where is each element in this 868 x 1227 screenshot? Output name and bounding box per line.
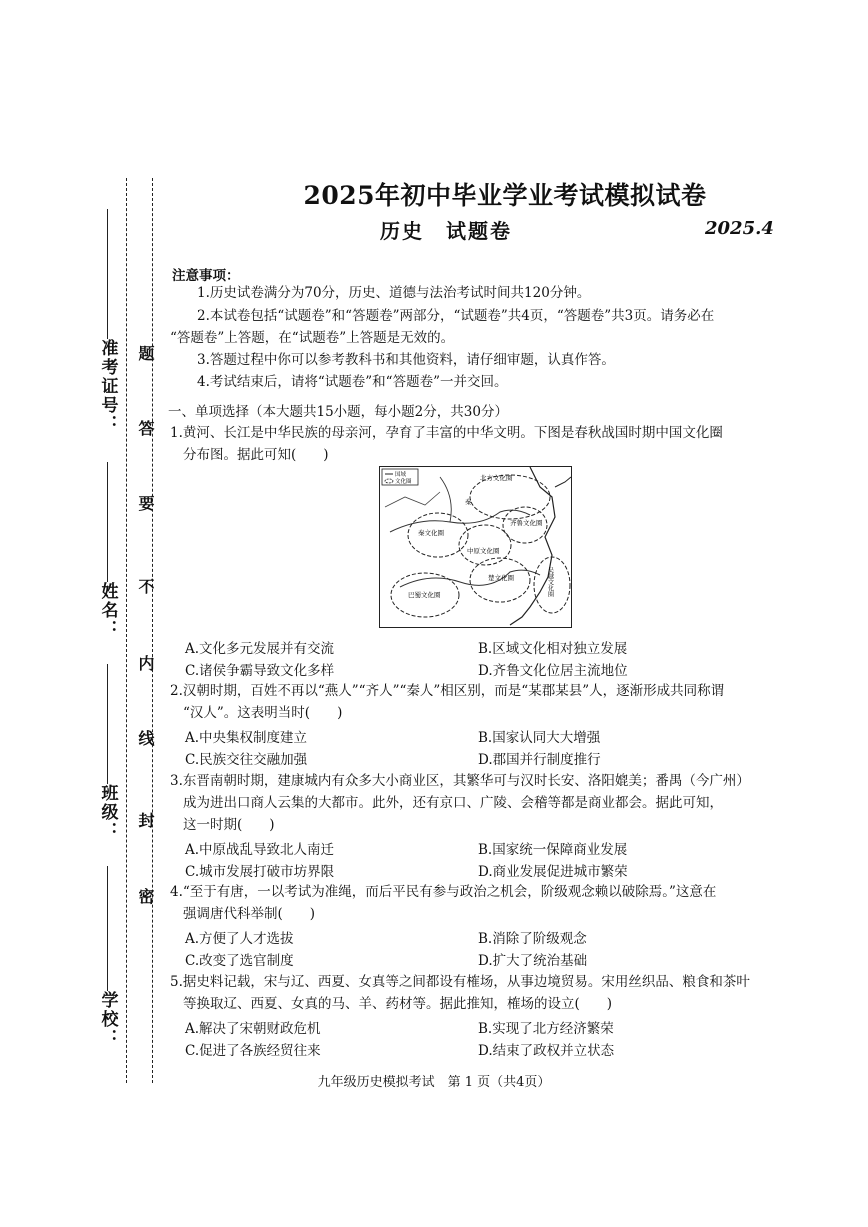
seal-char: 答 [136, 420, 155, 436]
name-blank[interactable] [107, 462, 109, 582]
question-2-line: “汉人”。这表明当时( ) [183, 705, 343, 721]
question-5-option[interactable]: B.实现了北方经济繁荣 [478, 1021, 614, 1037]
map-region-label: 秦文化圈 [418, 529, 444, 537]
notice-item: 1.历史试卷满分为70分，历史、道德与法治考试时间共120分钟。 [197, 285, 591, 301]
question-5-line: 5.据史料记载，宋与辽、西夏、女真等之间都设有榷场，从事边境贸易。宋用丝织品、粮食和茶叶 [170, 974, 750, 990]
class-label: 班级： [97, 784, 118, 841]
question-3-line: 成为进出口商人云集的大都市。此外，还有京口、广陵、会稽等都是商业都会。据此可知， [183, 795, 723, 811]
notice-heading: 注意事项： [172, 268, 240, 284]
seal-char: 线 [136, 730, 155, 746]
section-heading: 一、单项选择（本大题共15小题，每小题2分，共30分） [168, 404, 508, 420]
map-region-label: 吴越文化圈 [546, 567, 554, 597]
question-1-option[interactable]: D.齐鲁文化位居主流地位 [478, 663, 628, 679]
question-2-line: 2.汉朝时期，百姓不再以“燕人”“齐人”“秦人”相区别，而是“某郡某县”人，逐渐形成共同称谓 [170, 683, 725, 699]
map-region-label: 中原文化圈 [467, 547, 500, 555]
question-3-option[interactable]: C.城市发展打破市坊界限 [185, 864, 335, 880]
seal-char: 要 [136, 495, 155, 511]
name-label: 姓名： [97, 582, 118, 639]
question-4-option[interactable]: A.方便了人才选拔 [185, 931, 294, 947]
question-5-option[interactable]: D.结束了政权并立状态 [478, 1043, 615, 1059]
question-5-option[interactable]: A.解决了宋朝财政危机 [185, 1021, 321, 1037]
map-legend-label: 国域 [395, 472, 407, 478]
map-legend-label: 文化圈 [395, 479, 412, 485]
name-field[interactable] [88, 458, 128, 639]
question-3-option[interactable]: D.商业发展促进城市繁荣 [478, 864, 628, 880]
notice-item: “答题卷”上答题，在“试题卷”上答题是无效的。 [170, 330, 455, 346]
question-1-line: 分布图。据此可知( ) [183, 447, 329, 463]
school-blank[interactable] [107, 866, 109, 991]
map-region-label: 楚文化圈 [488, 574, 514, 582]
exam-number-field[interactable] [88, 205, 128, 434]
page-footer: 九年级历史模拟考试 第 1 页（共4页） [317, 1075, 551, 1090]
notice-item: 2.本试卷包括“试题卷”和“答题卷”两部分，“试题卷”共4页，“答题卷”共3页。请务必在 [197, 308, 715, 324]
question-4-option[interactable]: B.消除了阶级观念 [478, 931, 587, 947]
question-3-line: 3.东晋南朝时期，建康城内有众多大小商业区，其繁华可与汉时长安、洛阳媲美；番禺（今广州） [170, 773, 750, 789]
question-1-option[interactable]: B.区域文化相对独立发展 [478, 641, 628, 657]
binding-line-inner [152, 178, 153, 1083]
school-field[interactable] [88, 862, 128, 1048]
question-2-option[interactable]: C.民族交往交融加强 [185, 752, 308, 768]
seal-char: 不 [136, 578, 155, 594]
question-1-option[interactable]: A.文化多元发展并有交流 [185, 641, 335, 657]
notice-item: 3.答题过程中你可以参考教科书和其他资料，请仔细审题，认真作答。 [197, 352, 615, 368]
notice-item: 4.考试结束后，请将“试题卷”和“答题卷”一并交回。 [197, 374, 508, 390]
seal-char: 封 [136, 812, 155, 828]
question-4-option[interactable]: D.扩大了统治基础 [478, 953, 588, 969]
map-region-label: 秦 [465, 498, 472, 506]
question-1-line: 1.黄河、长江是中华民族的母亲河，孕育了丰富的中华文明。下图是春秋战国时期中国文化圈 [170, 425, 723, 441]
question-3-option[interactable]: B.国家统一保障商业发展 [478, 842, 628, 858]
map-region-label: 巴蜀文化圈 [408, 591, 441, 599]
exam-date: 2025.4 [705, 218, 774, 239]
class-field[interactable] [88, 660, 128, 841]
exam-title: 2025年初中毕业学业考试模拟试卷 [303, 181, 707, 210]
exam-number-blank[interactable] [107, 209, 109, 339]
seal-char: 内 [136, 655, 155, 671]
question-4-line: 4.“至于有唐，一以考试为准绳，而后平民有参与政治之机会，阶级观念赖以破除焉。”这意在 [170, 884, 717, 900]
question-5-line: 等换取辽、西夏、女真的马、羊、药材等。据此推知，榷场的设立( ) [183, 996, 613, 1012]
question-2-option[interactable]: B.国家认同大大增强 [478, 730, 601, 746]
question-4-option[interactable]: C.改变了选官制度 [185, 953, 294, 969]
seal-char: 密 [136, 888, 155, 904]
question-5-option[interactable]: C.促进了各族经贸往来 [185, 1043, 321, 1059]
question-3-option[interactable]: A.中原战乱导致北人南迁 [185, 842, 335, 858]
question-3-line: 这一时期( ) [183, 817, 275, 833]
culture-circle-map [379, 466, 572, 628]
school-label: 学校： [97, 991, 118, 1048]
exam-number-label: 准考证号： [97, 339, 118, 434]
map-region-label: 北方文化圈 [480, 474, 513, 482]
map-graphic [380, 467, 571, 627]
question-2-option[interactable]: A.中央集权制度建立 [185, 730, 308, 746]
question-1-option[interactable]: C.诸侯争霸导致文化多样 [185, 663, 335, 679]
map-region-label: 齐鲁文化圈 [510, 519, 543, 527]
class-blank[interactable] [107, 664, 109, 784]
question-4-line: 强调唐代科举制( ) [183, 906, 316, 922]
seal-char: 题 [136, 345, 155, 361]
question-2-option[interactable]: D.郡国并行制度推行 [478, 752, 601, 768]
exam-subtitle: 历史 试题卷 [380, 219, 512, 243]
